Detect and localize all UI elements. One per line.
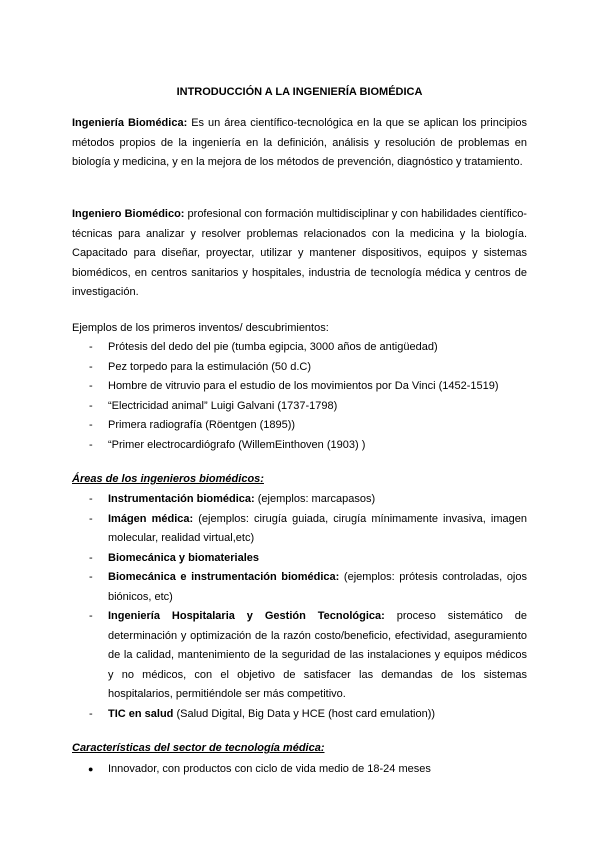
sector-list: [72, 760, 527, 780]
list-item: - Biomecánica e instrumentación biomédica: (ejemplos: prótesis controladas, ojos biónicos, etc): [72, 568, 527, 607]
dash-marker: -: [89, 512, 93, 525]
list-item: - Ingeniería Hospitalaria y Gestión Tecnológica: proceso sistemático de determinación y optimización de la razón costo/beneficio, efectividad, aseguramiento de la calidad, mantenimiento de la seguridad de las instalaciones y equipos médicos y no médicos, con el objetivo de satisfacer las demandas de los sistemas hospitalarios, permitiéndole ser más competitivo.: [72, 607, 527, 705]
definition-ingenieria-biomedica: [72, 114, 527, 173]
dash-marker: -: [89, 493, 93, 505]
dash-marker: -: [89, 571, 93, 583]
list-item: - Hombre de vitruvio para el estudio de los movimientos por Da Vinci (1452-1519): [72, 377, 527, 397]
areas-list: [72, 490, 527, 724]
dash-marker: -: [89, 707, 93, 720]
definition-ingeniero-biomedico: [72, 205, 527, 303]
list-item: - “Electricidad animal” Luigi Galvani (1737-1798): [72, 397, 527, 417]
sector-heading: Características del sector de tecnología médica:: [72, 742, 325, 754]
dash-marker: -: [89, 438, 93, 451]
examples-intro: Ejemplos de los primeros inventos/ descubrimientos:: [72, 322, 329, 334]
list-item: - “Primer electrocardiógrafo (WillemEinthoven (1903) ): [72, 436, 527, 456]
definition-term: Ingeniería Biomédica:: [72, 117, 188, 129]
list-item: - Instrumentación biomédica: (ejemplos: marcapasos): [72, 490, 527, 510]
list-item: ● Innovador, con productos con ciclo de vida medio de 18-24 meses: [72, 760, 527, 780]
list-item: - Biomecánica y biomateriales: [72, 549, 527, 569]
dash-marker: -: [89, 380, 93, 392]
examples-list: [72, 338, 527, 455]
document-title: INTRODUCCIÓN A LA INGENIERÍA BIOMÉDICA: [176, 86, 423, 98]
dash-marker: -: [89, 341, 93, 353]
definition-text: profesional con formación multidisciplinar y con habilidades científico-técnicas para analizar y resolver problemas relacionados con la medicina y la biología. Capacitado para diseñar, proyectar, utilizar y mantener dispositivos, equipos y sistemas biomédicos, en centros sanitarios y hospitales, industria de tecnología médica y centros de investigación.: [72, 208, 527, 298]
definition-term: Ingeniero Biomédico:: [72, 208, 185, 220]
list-item: - Prótesis del dedo del pie (tumba egipcia, 3000 años de antigüedad): [72, 338, 527, 358]
bullet-marker: ●: [88, 764, 94, 774]
areas-heading: Áreas de los ingenieros biomédicos:: [72, 473, 264, 485]
dash-marker: -: [89, 610, 93, 622]
list-item: - Primera radiografía (Röentgen (1895)): [72, 416, 527, 436]
definition-text: Es un área científico-tecnológica en la que se aplican los principios métodos propios de la ingeniería en la definición, análisis y resolución de problemas en biología y medicina, y en la mejora de los métodos de prevención, diagnóstico y tratamiento.: [72, 117, 527, 168]
dash-marker: -: [89, 419, 93, 431]
list-item: - TIC en salud (Salud Digital, Big Data y HCE (host card emulation)): [72, 705, 527, 725]
list-item: - Imágen médica: (ejemplos: cirugía guiada, cirugía mínimamente invasiva, imagen molecular, realidad virtual,etc): [72, 510, 527, 549]
list-item: - Pez torpedo para la estimulación (50 d.C): [72, 358, 527, 378]
dash-marker: -: [89, 551, 93, 564]
dash-marker: -: [89, 399, 93, 412]
dash-marker: -: [89, 360, 93, 373]
